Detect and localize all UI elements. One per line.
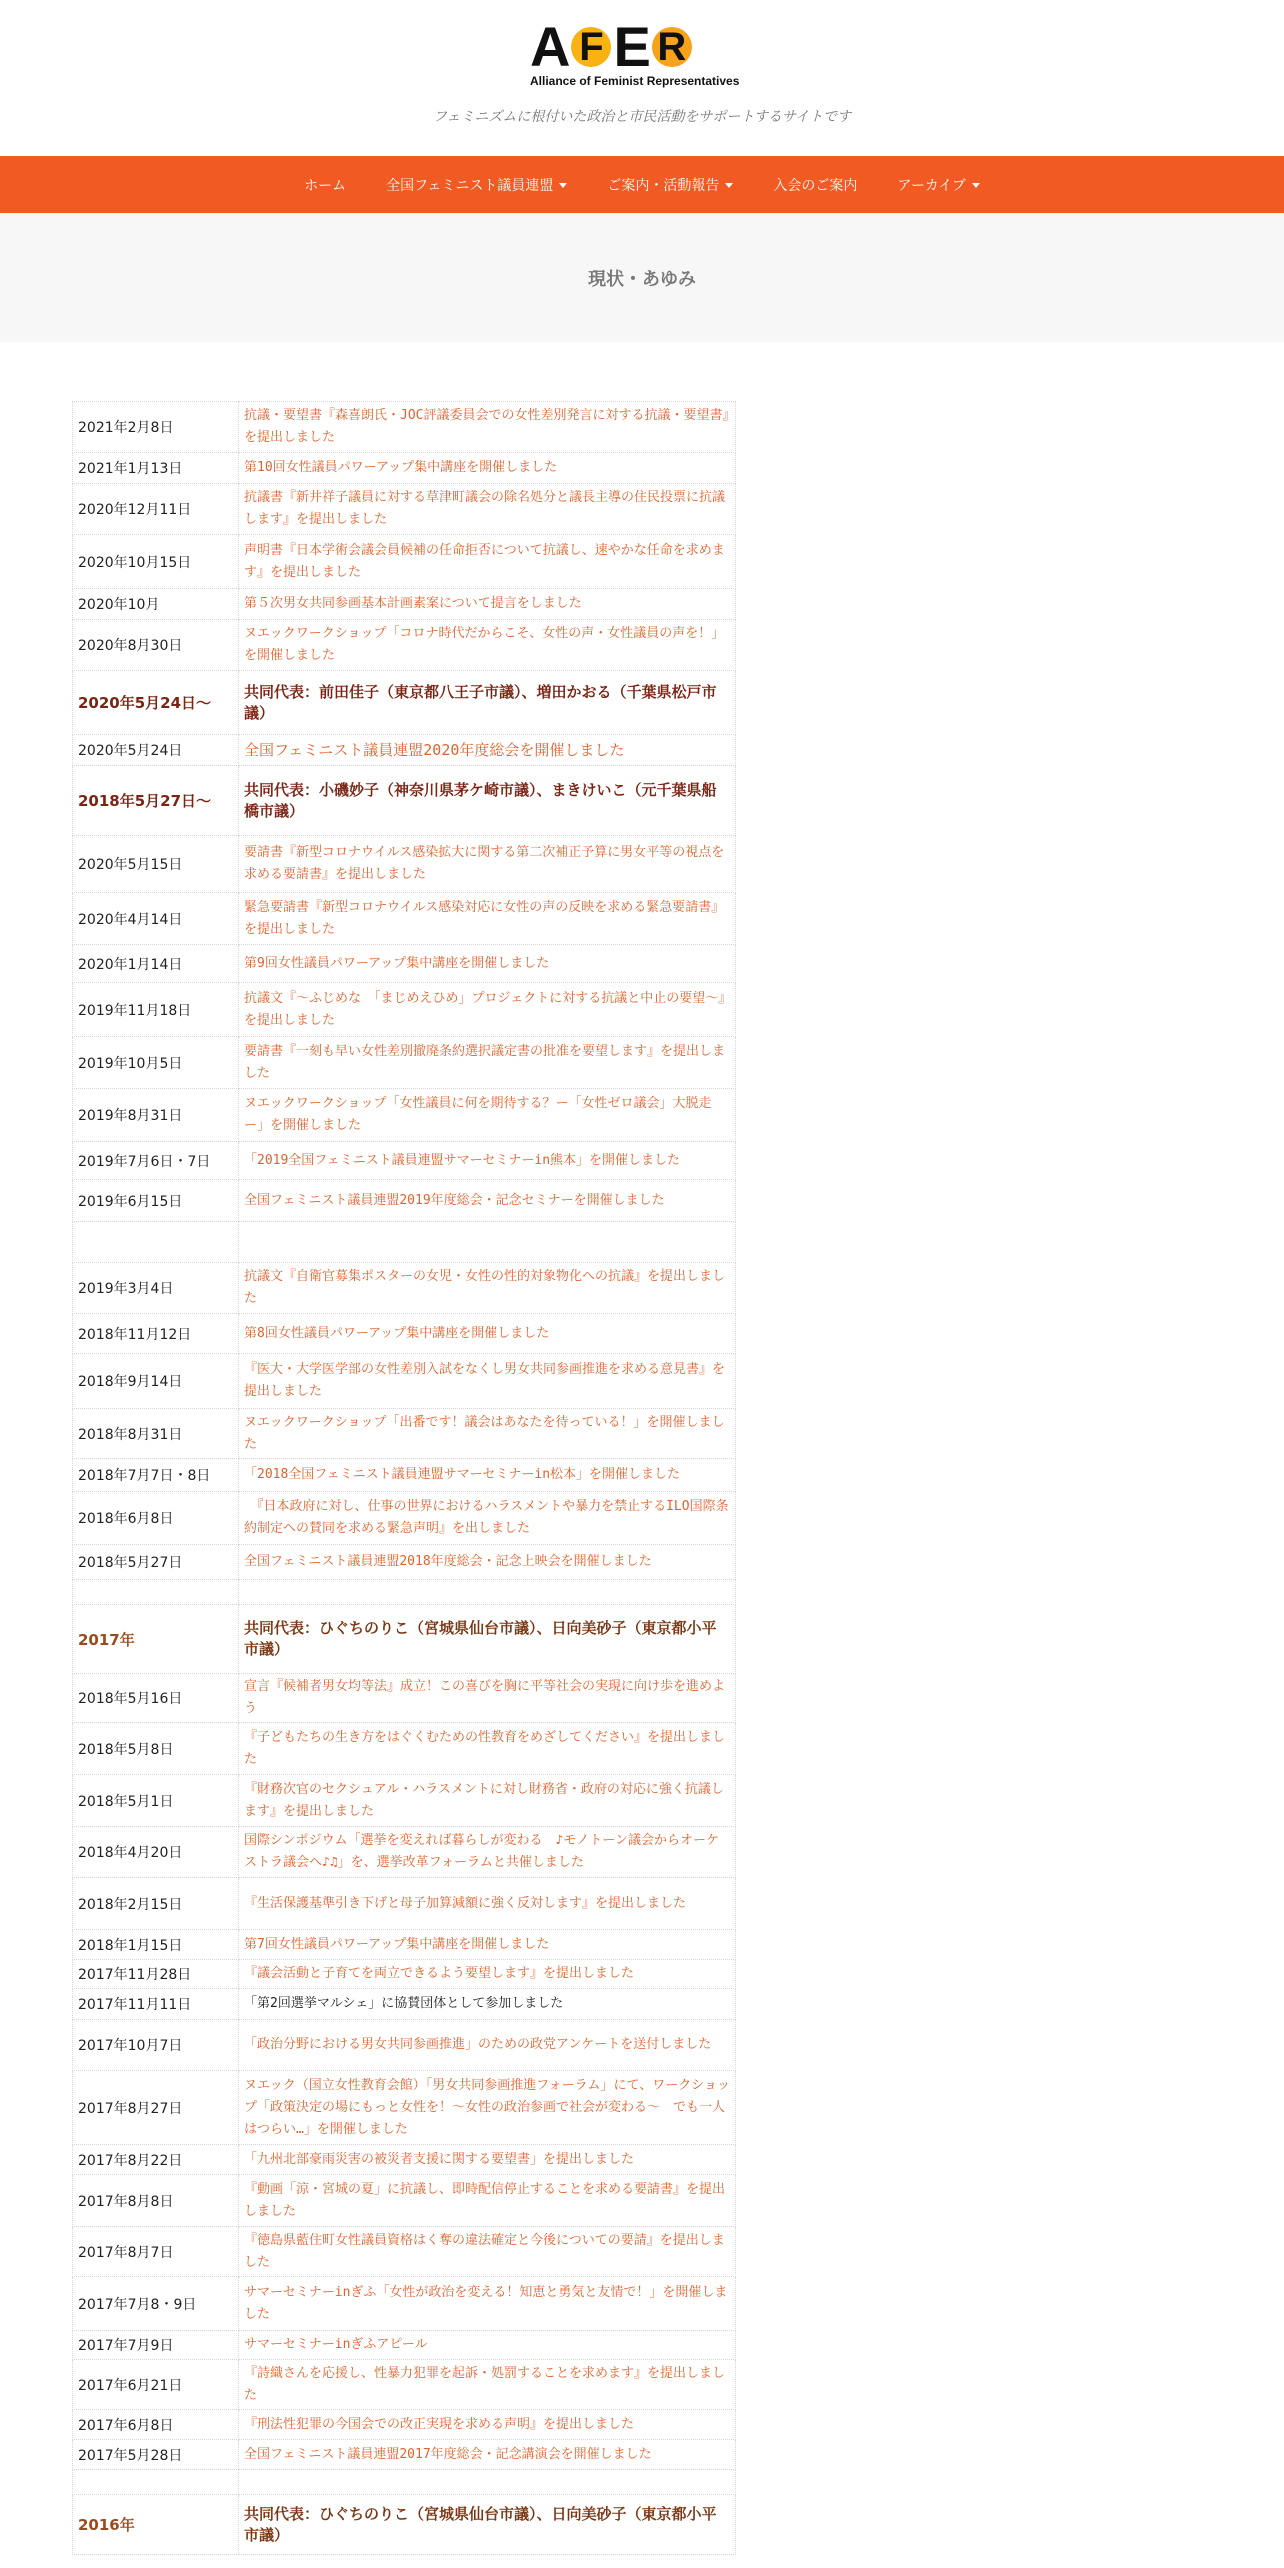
row-entry[interactable]: 国際シンポジウム「選挙を変えれば暮らしが変わる ♪モノトーン議会からオーケストラ議会へ♪♫」を、選挙改革フォーラムと共催しました — [239, 1827, 736, 1878]
row-entry[interactable]: 抗議文『自衛官募集ポスターの女児・女性の性的対象物化への抗議』を提出しました — [239, 1263, 736, 1314]
row-date: 2017年8月22日 — [73, 2145, 239, 2175]
row-entry[interactable]: 「2018全国フェミニスト議員連盟サマーセミナーin松本」を開催しました — [239, 1459, 736, 1492]
row-date: 2018年11月12日 — [73, 1314, 239, 1354]
row-date: 2018年6月8日 — [73, 1492, 239, 1545]
table-row — [73, 589, 736, 620]
row-date: 2017年8月8日 — [73, 2175, 239, 2227]
logo-letter-r: R — [657, 25, 687, 69]
table-row — [73, 2440, 736, 2470]
row-date: 2020年10月15日 — [73, 535, 239, 589]
row-date: 2018年7月7日・8日 — [73, 1459, 239, 1492]
table-row — [73, 1314, 736, 1354]
table-row — [73, 2175, 736, 2227]
row-date: 2020年10月 — [73, 589, 239, 620]
caret-down-icon — [559, 183, 567, 188]
table-row — [73, 983, 736, 1037]
nav-label: ご案内・活動報告 — [607, 177, 720, 194]
row-entry[interactable]: 『徳島県藍住町女性議員資格はく奪の違法確定と今後についての要請』を提出しました — [239, 2227, 736, 2277]
row-entry[interactable]: 全国フェミニスト議員連盟2020年度総会を開催しました — [239, 735, 736, 766]
page-header — [0, 213, 1284, 342]
row-date — [73, 1580, 239, 1605]
row-date: 2017年5月28日 — [73, 2440, 239, 2470]
row-entry[interactable]: 『財務次官のセクシュアル・ハラスメントに対し財務省・政府の対応に強く抗議します』を提出しました — [239, 1775, 736, 1827]
page-title: 現状・あゆみ — [588, 268, 696, 290]
row-date: 2018年5月27日～ — [73, 766, 239, 836]
table-row — [73, 1930, 736, 1960]
row-entry[interactable]: 『子どもたちの生き方をはぐくむための性教育をめざしてください』を提出しました — [239, 1723, 736, 1775]
table-row — [73, 1878, 736, 1930]
row-date: 2018年5月16日 — [73, 1674, 239, 1723]
nav-home[interactable] — [284, 175, 366, 195]
logo-subtitle: Alliance of Feminist Representatives — [530, 74, 740, 88]
row-date: 2019年10月5日 — [73, 1037, 239, 1089]
row-entry: 共同代表：前田佳子（東京都八王子市議）、増田かおる（千葉県松戸市議） — [239, 671, 736, 735]
table-row — [73, 2470, 736, 2495]
row-entry[interactable]: 「政治分野における男女共同参画推進」のための政党アンケートを送付しました — [239, 2020, 736, 2071]
table-row — [73, 735, 736, 766]
nav-label: ホーム — [304, 177, 347, 194]
row-date: 2018年2月15日 — [73, 1878, 239, 1930]
row-entry[interactable]: 「九州北部豪雨災害の被災者支援に関する要望書」を提出しました — [239, 2145, 736, 2175]
row-date: 2017年11月28日 — [73, 1960, 239, 1989]
row-entry[interactable]: ヌエックワークショップ「出番です！議会はあなたを待っている！」を開催しました — [239, 1409, 736, 1459]
table-row — [73, 1222, 736, 1263]
table-row — [73, 1545, 736, 1580]
logo-circle-icon — [571, 27, 611, 67]
row-date: 2020年8月30日 — [73, 620, 239, 671]
table-row — [73, 402, 736, 453]
table-row — [73, 620, 736, 671]
row-entry[interactable]: 『議会活動と子育てを両立できるよう要望します』を提出しました — [239, 1960, 736, 1989]
table-row — [73, 1580, 736, 1605]
table-row — [73, 1263, 736, 1314]
row-entry[interactable]: 声明書『日本学術会議会員候補の任命拒否について抗議し、速やかな任命を求めます』を提出しました — [239, 535, 736, 589]
row-entry: 共同代表：ひぐちのりこ（宮城県仙台市議）、日向美砂子（東京都小平市議） — [239, 2495, 736, 2555]
row-date: 2020年5月15日 — [73, 836, 239, 893]
row-date: 2017年8月7日 — [73, 2227, 239, 2277]
row-entry[interactable]: 全国フェミニスト議員連盟2018年度総会・記念上映会を開催しました — [239, 1545, 736, 1580]
row-entry[interactable]: 宣言『候補者男女均等法』成立！この喜びを胸に平等社会の実現に向け歩を進めよう — [239, 1674, 736, 1723]
row-entry: 共同代表：ひぐちのりこ（宮城県仙台市議）、日向美砂子（東京都小平市議） — [239, 1605, 736, 1674]
table-row — [73, 1142, 736, 1180]
table-row — [73, 2071, 736, 2145]
row-date: 2018年1月15日 — [73, 1930, 239, 1960]
caret-down-icon — [725, 183, 733, 188]
row-entry[interactable]: 『日本政府に対し、仕事の世界におけるハラスメントや暴力を禁止するILO国際条約制定への賛同を求める緊急声明』を出しました — [239, 1492, 736, 1545]
nav-archive[interactable] — [877, 175, 999, 195]
site-tagline: フェミニズムに根付いた政治と市民活動をサポートするサイトです — [433, 109, 851, 125]
row-date: 2019年8月31日 — [73, 1089, 239, 1142]
row-entry[interactable]: 第10回女性議員パワーアップ集中講座を開催しました — [239, 453, 736, 484]
row-date: 2018年4月20日 — [73, 1827, 239, 1878]
table-row — [73, 671, 736, 735]
row-entry[interactable]: 第9回女性議員パワーアップ集中講座を開催しました — [239, 945, 736, 983]
row-date: 2019年3月4日 — [73, 1263, 239, 1314]
logo-circle-icon — [652, 27, 692, 67]
table-row — [73, 1492, 736, 1545]
main-content — [0, 342, 1284, 2544]
row-date: 2019年7月6日・7日 — [73, 1142, 239, 1180]
row-entry[interactable]: 「2019全国フェミニスト議員連盟サマーセミナーin熊本」を開催しました — [239, 1142, 736, 1180]
row-entry[interactable]: 第7回女性議員パワーアップ集中講座を開催しました — [239, 1930, 736, 1960]
row-date: 2018年9月14日 — [73, 1354, 239, 1409]
row-date: 2017年7月8・9日 — [73, 2277, 239, 2331]
row-date: 2017年11月11日 — [73, 1989, 239, 2020]
table-row — [73, 945, 736, 983]
nav-activities[interactable] — [587, 175, 753, 195]
row-entry[interactable]: 『詩織さんを応援し、性暴力犯罪を起訴・処罰することを求めます』を提出しました — [239, 2360, 736, 2410]
row-entry[interactable]: 要請書『新型コロナウイルス感染拡大に関する第二次補正予算に男女平等の視点を求める要請書』を提出しました — [239, 836, 736, 893]
table-row — [73, 1409, 736, 1459]
table-row — [73, 1354, 736, 1409]
table-row — [73, 1775, 736, 1827]
site-header — [0, 0, 1284, 156]
row-entry: 「第2回選挙マルシェ」に協賛団体として参加しました — [239, 1989, 736, 2020]
row-entry[interactable]: ヌエックワークショップ「コロナ時代だからこそ、女性の声・女性議員の声を！」を開催しました — [239, 620, 736, 671]
table-row — [73, 2020, 736, 2071]
row-entry[interactable]: 第8回女性議員パワーアップ集中講座を開催しました — [239, 1314, 736, 1354]
row-entry[interactable]: 全国フェミニスト議員連盟2019年度総会・記念セミナーを開催しました — [239, 1180, 736, 1222]
row-entry[interactable]: ヌエック（国立女性教育会館）「男女共同参画推進フォーラム」にて、ワークショップ「政策決定の場にもっと女性を！～女性の政治参画で社会が変わる～ でも一人はつらい…」を開催しました — [239, 2071, 736, 2145]
table-row — [73, 893, 736, 945]
table-row — [73, 2227, 736, 2277]
nav-federation[interactable] — [366, 175, 587, 195]
table-row — [73, 1723, 736, 1775]
row-date: 2021年1月13日 — [73, 453, 239, 484]
row-date: 2017年6月21日 — [73, 2360, 239, 2410]
row-entry[interactable]: 抗議文『～ふじめな 「まじめえひめ」プロジェクトに対する抗議と中止の要望～』を提出しました — [239, 983, 736, 1037]
row-date: 2017年6月8日 — [73, 2410, 239, 2440]
table-row — [73, 1960, 736, 1989]
row-entry[interactable]: 要請書『一刻も早い女性差別撤廃条約選択議定書の批准を要望します』を提出しました — [239, 1037, 736, 1089]
table-row — [73, 1827, 736, 1878]
row-date: 2018年5月27日 — [73, 1545, 239, 1580]
row-date: 2017年7月9日 — [73, 2331, 239, 2360]
row-date: 2020年1月14日 — [73, 945, 239, 983]
row-date: 2020年5月24日～ — [73, 671, 239, 735]
row-date — [73, 1222, 239, 1263]
table-row — [73, 1605, 736, 1674]
row-entry[interactable]: 緊急要請書『新型コロナウイルス感染対応に女性の声の反映を求める緊急要請書』を提出しました — [239, 893, 736, 945]
row-entry[interactable]: ヌエックワークショップ「女性議員に何を期待する？ー「女性ゼロ議会」大脱走ー」を開催しました — [239, 1089, 736, 1142]
row-date: 2020年12月11日 — [73, 484, 239, 535]
table-row — [73, 2145, 736, 2175]
nav-membership[interactable] — [753, 175, 877, 195]
table-row — [73, 2410, 736, 2440]
table-row — [73, 484, 736, 535]
row-entry[interactable]: サマーセミナーinぎふ「女性が政治を変える！知恵と勇気と友情で！」を開催しました — [239, 2277, 736, 2331]
row-date: 2017年 — [73, 1605, 239, 1674]
table-row — [73, 766, 736, 836]
logo-letter-a: A — [530, 15, 570, 78]
row-entry[interactable]: 第５次男女共同参画基本計画素案について提言をしました — [239, 589, 736, 620]
row-date: 2021年2月8日 — [73, 402, 239, 453]
row-entry[interactable]: 『生活保護基準引き下げと母子加算減額に強く反対します』を提出しました — [239, 1878, 736, 1930]
nav-label: アーカイブ — [897, 177, 966, 194]
table-row — [73, 1089, 736, 1142]
table-row — [73, 1037, 736, 1089]
row-entry[interactable]: 抗議書『新井祥子議員に対する草津町議会の除名処分と議長主導の住民投票に抗議します』を提出しました — [239, 484, 736, 535]
row-date: 2018年5月1日 — [73, 1775, 239, 1827]
table-row — [73, 2495, 736, 2555]
table-row — [73, 453, 736, 484]
table-row — [73, 2360, 736, 2410]
row-entry[interactable]: 抗議・要望書『森喜朗氏・JOC評議委員会での女性差別発言に対する抗議・要望書』を提出しました — [239, 402, 736, 453]
row-date: 2020年4月14日 — [73, 893, 239, 945]
row-date: 2016年 — [73, 2495, 239, 2555]
table-row — [73, 1180, 736, 1222]
row-entry — [239, 1580, 736, 1605]
table-row — [73, 836, 736, 893]
row-entry: 共同代表：小磯妙子（神奈川県茅ケ崎市議）、まきけいこ（元千葉県船橋市議） — [239, 766, 736, 836]
table-row — [73, 535, 736, 589]
row-date: 2020年5月24日 — [73, 735, 239, 766]
row-date: 2017年10月7日 — [73, 2020, 239, 2071]
table-row — [73, 1459, 736, 1492]
logo-letter-e: E — [613, 15, 650, 78]
row-date: 2018年5月8日 — [73, 1723, 239, 1775]
row-entry[interactable]: 『動画「涼・宮城の夏」に抗議し、即時配信停止することを求める要請書』を提出しました — [239, 2175, 736, 2227]
table-row — [73, 1674, 736, 1723]
caret-down-icon — [972, 183, 980, 188]
logo-mark — [530, 15, 736, 78]
logo-letter-f: F — [579, 25, 604, 69]
row-entry[interactable]: 『刑法性犯罪の今国会での改正実現を求める声明』を提出しました — [239, 2410, 736, 2440]
row-date: 2019年11月18日 — [73, 983, 239, 1037]
nav-label: 全国フェミニスト議員連盟 — [386, 177, 554, 194]
table-row — [73, 2331, 736, 2360]
row-entry[interactable]: サマーセミナーinぎふアピール — [239, 2331, 736, 2360]
main-nav — [0, 156, 1284, 213]
site-logo[interactable] — [530, 15, 740, 96]
table-row — [73, 2277, 736, 2331]
row-date: 2019年6月15日 — [73, 1180, 239, 1222]
row-date: 2018年8月31日 — [73, 1409, 239, 1459]
history-table — [72, 401, 736, 2555]
row-entry[interactable]: 『医大・大学医学部の女性差別入試をなくし男女共同参画推進を求める意見書』を提出しました — [239, 1354, 736, 1409]
table-row — [73, 1989, 736, 2020]
row-entry[interactable]: 全国フェミニスト議員連盟2017年度総会・記念講演会を開催しました — [239, 2440, 736, 2470]
row-date — [73, 2470, 239, 2495]
row-date: 2017年8月27日 — [73, 2071, 239, 2145]
row-entry — [239, 2470, 736, 2495]
nav-label: 入会のご案内 — [773, 177, 858, 194]
row-entry — [239, 1222, 736, 1263]
